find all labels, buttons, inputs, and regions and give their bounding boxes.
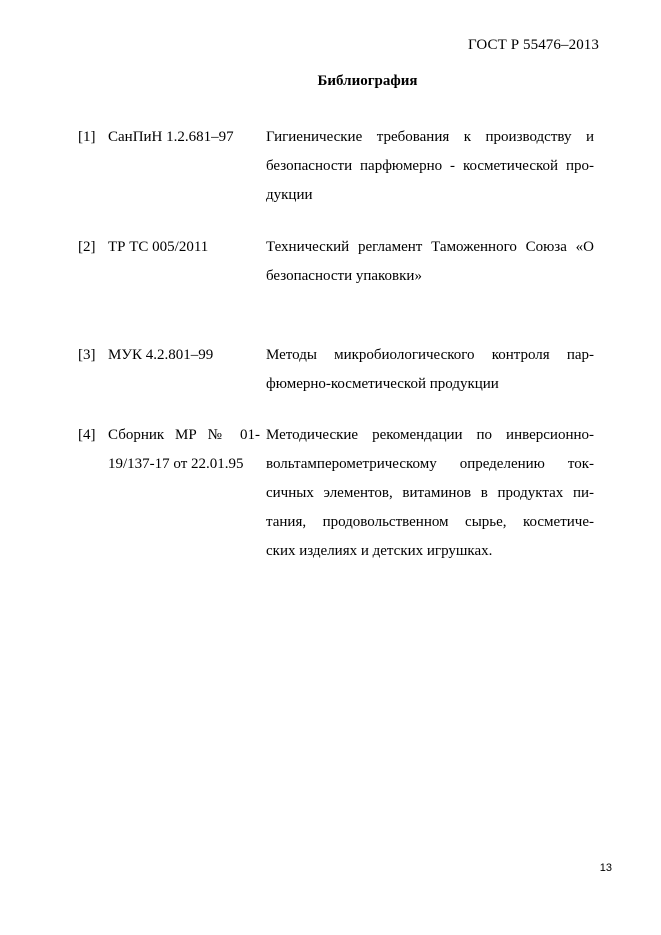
entry-number: [1] [78, 129, 96, 145]
entry-number: [2] [78, 239, 96, 255]
entry-description [266, 341, 594, 399]
entry-description-line: тания, продовольственном сырье, косметиче- [266, 514, 594, 530]
entry-number: [4] [78, 427, 96, 443]
page-number: 13 [599, 862, 612, 874]
entry-description [266, 421, 594, 566]
entry-description-line: Гигиенические требования к производству и [266, 129, 594, 145]
entry-code-line: МУК 4.2.801–99 [108, 347, 214, 363]
entry-description [266, 123, 594, 210]
entry-code [108, 233, 260, 262]
entry-description-line: дукции [266, 187, 313, 203]
standard-number: ГОСТ Р 55476–2013 [467, 37, 599, 53]
entry-description-line: вольтамперометрическому определению ток- [266, 456, 594, 472]
entry-code-line: СанПиН 1.2.681–97 [108, 129, 234, 145]
entry-description-line: Технический регламент Таможенного Союза «О [266, 239, 594, 255]
entry-number: [3] [78, 347, 96, 363]
entry-description-line: ских изделиях и детских игрушках. [266, 543, 493, 559]
entry-description-line: Методические рекомендации по инверсионно- [266, 427, 594, 443]
entry-description-line: фюмерно-косметической продукции [266, 376, 499, 392]
entry-description-line: сичных элементов, витаминов в продуктах пи- [266, 485, 594, 501]
page-title: Библиография [317, 73, 418, 89]
entry-description [266, 233, 594, 291]
entry-code-line: ТР ТС 005/2011 [108, 239, 209, 255]
entry-code-line: 19/137-17 от 22.01.95 [108, 456, 244, 472]
entry-code [108, 123, 260, 152]
entry-code [108, 421, 260, 479]
entry-description-line: Методы микробиологического контроля пар- [266, 347, 594, 363]
entry-code-line: Сборник МР № 01- [108, 427, 260, 443]
entry-description-line: безопасности упаковки» [266, 268, 422, 284]
entry-description-line: безопасности парфюмерно - косметической про- [266, 158, 594, 174]
entry-code [108, 341, 260, 370]
